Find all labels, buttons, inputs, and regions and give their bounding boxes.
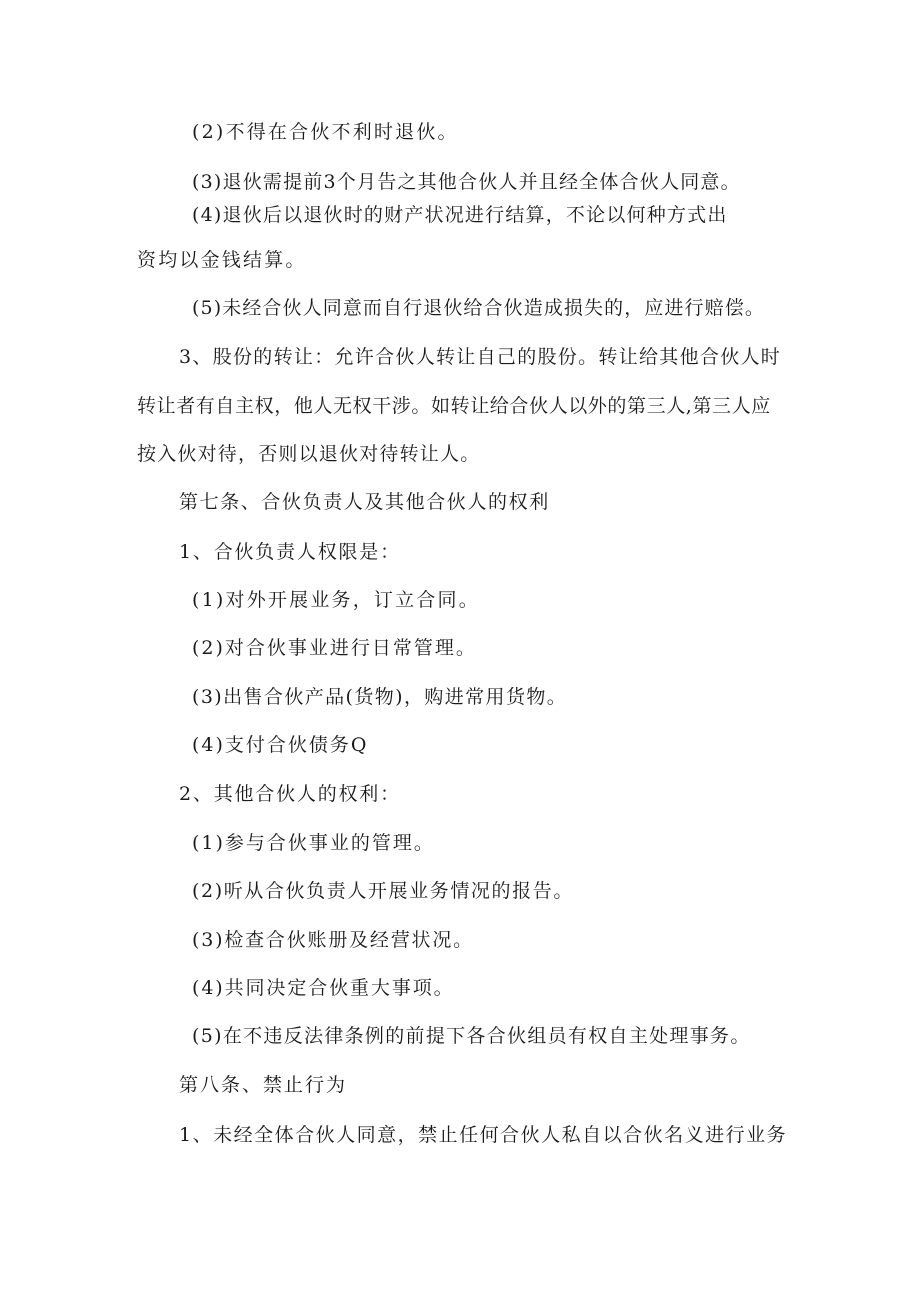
text-line: 资均以金钱结算。 bbox=[137, 249, 307, 271]
text-line: 3、股份的转让：允许合伙人转让自己的股份。转让给其他合伙人时 bbox=[179, 346, 782, 368]
text-line: (4)支付合伙债务Q bbox=[192, 734, 369, 756]
text-line: (2)听从合伙负责人开展业务情况的报告。 bbox=[192, 880, 574, 902]
text-line: 1、合伙负责人权限是： bbox=[179, 541, 401, 563]
text-line: 按入伙对待，否则以退伙对待转让人。 bbox=[137, 443, 481, 465]
text-line: (1)参与合伙事业的管理。 bbox=[192, 832, 435, 854]
text-line: (5)在不违反法律条例的前提下各合伙组员有权自主处理事务。 bbox=[192, 1025, 751, 1047]
text-line: (2)不得在合伙不利时退伙。 bbox=[192, 121, 459, 143]
text-line: (4)退伙后以退伙时的财产状况进行结算，不论以何种方式出 bbox=[192, 204, 728, 226]
text-line: (5)未经合伙人同意而自行退伙给合伙造成损失的，应进行赔偿。 bbox=[192, 297, 765, 319]
text-line: 1、未经全体合伙人同意，禁止任何合伙人私自以合伙名义进行业务 bbox=[179, 1124, 788, 1146]
text-line: (3)出售合伙产品(货物)，购进常用货物。 bbox=[192, 686, 568, 708]
text-line: 2、其他合伙人的权利： bbox=[179, 783, 401, 805]
text-line: (1)对外开展业务，订立合同。 bbox=[192, 589, 480, 611]
text-line: (3)检查合伙账册及经营状况。 bbox=[192, 929, 474, 951]
text-line: 转让者有自主权，他人无权干涉。如转让给合伙人以外的第三人,第三人应 bbox=[137, 395, 771, 417]
text-line: (2)对合伙事业进行日常管理。 bbox=[192, 637, 477, 659]
text-line: (4)共同决定合伙重大事项。 bbox=[192, 977, 455, 999]
section-heading: 第八条、禁止行为 bbox=[179, 1074, 348, 1096]
section-heading: 第七条、合伙负责人及其他合伙人的权利 bbox=[179, 491, 550, 513]
text-line: (3)退伙需提前3个月告之其他合伙人并且经全体合伙人同意。 bbox=[192, 171, 741, 193]
